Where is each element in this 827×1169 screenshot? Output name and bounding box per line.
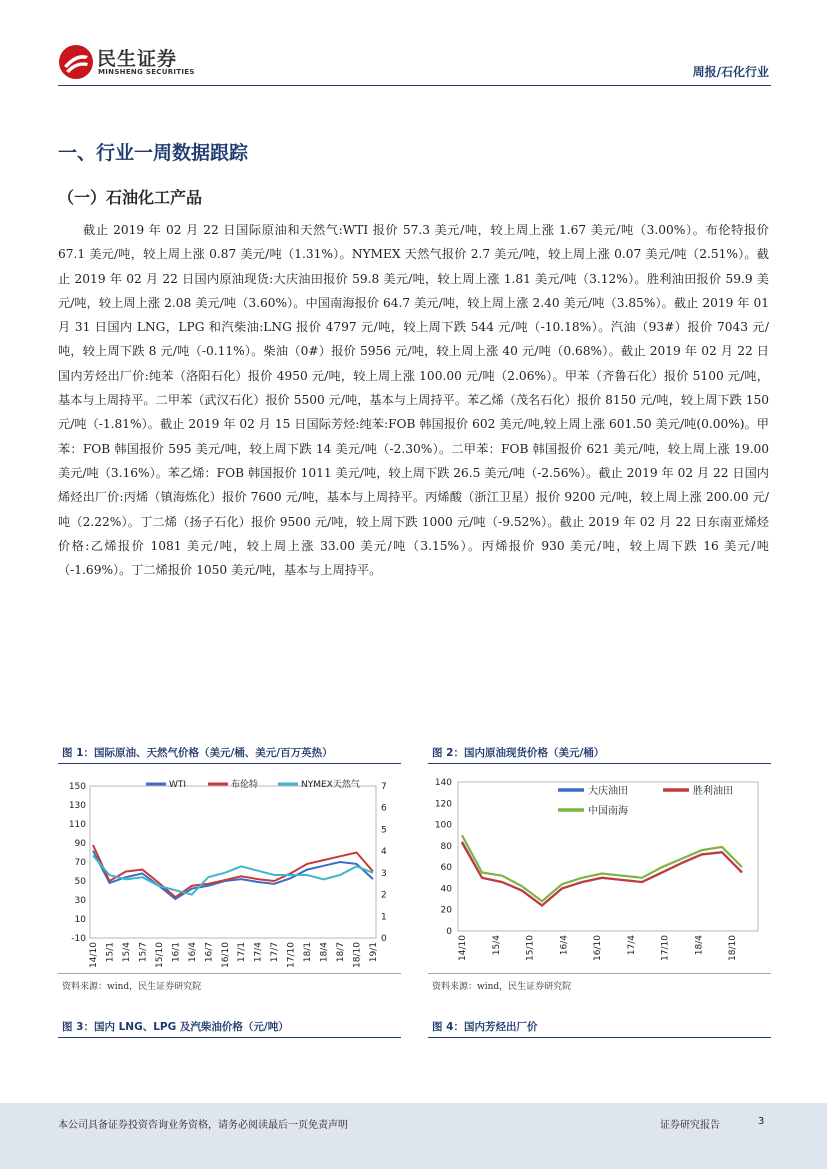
x-tick-label: 17/10	[660, 935, 671, 961]
x-tick-label: 18/4	[319, 942, 330, 963]
y-left-tick-label: 50	[74, 877, 86, 887]
report-type: 周报/石化行业	[692, 65, 769, 79]
figure4-caption: 图 4：国内芳烃出厂价	[432, 1021, 538, 1033]
x-tick-label: 15/10	[154, 942, 165, 968]
series-line-2	[462, 835, 742, 901]
y-left-tick-label: 90	[74, 839, 86, 849]
logo-name-en: MINSHENG SECURITIES	[98, 68, 195, 76]
plot-frame	[90, 786, 376, 938]
y-tick-label: 80	[440, 841, 452, 852]
y-left-tick-label: 130	[68, 801, 86, 811]
y-right-tick-label: 1	[381, 912, 387, 923]
x-tick-label: 16/4	[187, 942, 198, 963]
series-line-1	[93, 845, 373, 897]
y-tick-label: 100	[434, 820, 452, 831]
page-footer	[0, 1103, 827, 1169]
x-tick-label: 18/1	[303, 942, 314, 963]
y-left-tick-label: 10	[74, 915, 86, 925]
y-left-tick-label: -10	[71, 934, 86, 944]
y-right-tick-label: 4	[381, 847, 387, 858]
x-tick-label: 17/7	[270, 942, 281, 963]
header-divider	[58, 85, 771, 86]
x-tick-label: 18/7	[336, 942, 347, 963]
legend-label: 大庆油田	[588, 786, 628, 797]
y-left-tick-label: 30	[74, 896, 86, 906]
x-tick-label: 18/10	[728, 935, 738, 961]
y-tick-label: 120	[434, 799, 452, 810]
x-tick-label: 16/10	[593, 935, 603, 961]
x-tick-label: 17/4	[253, 942, 264, 963]
y-left-tick-label: 150	[68, 782, 86, 792]
y-left-tick-label: 70	[74, 858, 86, 868]
x-tick-label: 16/10	[220, 942, 231, 968]
x-tick-label: 16/4	[559, 935, 570, 956]
figure4-caption-line	[428, 1037, 771, 1038]
figure1-source: 资料来源：wind，民生证券研究院	[62, 982, 202, 992]
x-tick-label: 15/1	[105, 942, 116, 963]
x-tick-label: 17/1	[237, 942, 248, 963]
y-tick-label: 0	[446, 927, 452, 937]
y-right-tick-label: 7	[381, 782, 387, 792]
y-right-tick-label: 0	[381, 934, 387, 944]
body-paragraph: 截止 2019 年 02 月 22 日国际原油和天然气:WTI 报价 57.3 美元/吨，较上周上涨 1.67 美元/吨（3.00%）。布伦特报价 67.1 美元/吨，较上周上涨 0.87 美元/吨（1.31%）。NYMEX 天然气报价 2.7 美元/吨，较上周上涨 0.07 美元/吨（2.51%）。截止 2019 年 02 月 22 日国内原油现货:大庆油田报价 59.8 美元/吨，较上周上涨 1.81 美元/吨（3.12%）。胜利油田报价 59.9 美元/吨，较上周上涨 2.08 美元/吨（3.60%）。中国南海报价 64.7 美元/吨，较上周上涨 2.40 美元/吨（3.85%）。截止 2019 年 01 月 31 日国内 LNG，LPG 和汽柴油:LNG 报价 4797 元/吨，较上周下跌 544 元/吨（-10.18%）。汽油（93#）报价 7043 元/吨，较上周下跌 8 元/吨（-0.11%）。柴油（0#）报价 5956 元/吨，较上周上涨 40 元/吨（0.68%）。截止 2019 年 02 月 22 日国内芳烃出厂价:纯苯（洛阳石化）报价 4950 元/吨，较上周上涨 100.00 元/吨（2.06%）。甲苯（齐鲁石化）报价 5100 元/吨，基本与上周持平。二甲苯（武汉石化）报价 5500 元/吨，基本与上周持平。苯乙烯（茂名石化）报价 8150 元/吨，较上周下跌 150 元/吨（-1.81%）。截止 2019 年 02 月 15 日国际芳烃:纯苯:FOB 韩国报价 602 美元/吨,较上周上涨 601.50 美元/吨(0.00%)。甲苯：FOB 韩国报价 595 美元/吨，较上周下跌 14 美元/吨（-2.30%）。二甲苯：FOB 韩国报价 621 美元/吨，较上周上涨 19.00 美元/吨（3.16%）。苯乙烯：FOB 韩国报价 1011 美元/吨，较上周下跌 26.5 美元/吨（-2.56%）。截止 2019 年 02 月 22 日国内烯烃出厂价:丙烯（镇海炼化）报价 7600 元/吨，基本与上周持平。丙烯酸（浙江卫星）报价 9200 元/吨，较上周上涨 200.00 元/吨（2.22%）。丁二烯（扬子石化）报价 9500 元/吨，较上周下跌 1000 元/吨（-9.52%）。截止 2019 年 02 月 22 日东南亚烯烃价格:乙烯报价 1081 美元/吨，较上周上涨 33.00 美元/吨（3.15%）。丙烯报价 930 美元/吨，较上周下跌 16 美元/吨（-1.69%）。丁二烯报价 1050 美元/吨，基本与上周持平。	[58, 223, 769, 578]
legend-label: NYMEX天然气	[301, 780, 360, 790]
figure1-caption-line	[58, 763, 401, 764]
x-tick-label: 15/4	[121, 942, 132, 963]
x-tick-label: 16/7	[204, 942, 215, 963]
figure1-caption: 图 1：国际原油、天然气价格（美元/桶、美元/百万英热）	[62, 747, 333, 759]
logo-name-cn: 民生证券	[97, 48, 178, 70]
legend-label: 中国南海	[588, 806, 628, 817]
x-tick-label: 17/4	[626, 935, 637, 956]
y-tick-label: 40	[440, 884, 452, 895]
chart-domestic-crude	[428, 768, 773, 968]
figure3-caption: 图 3：国内 LNG、LPG 及汽柴油价格（元/吨）	[62, 1021, 289, 1033]
y-tick-label: 140	[434, 778, 452, 788]
legend-label: 胜利油田	[693, 786, 733, 797]
legend-label: 布伦特	[231, 780, 259, 790]
subsection-title: （一）石油化工产品	[58, 188, 203, 207]
chart-intl-oil-gas	[58, 768, 403, 968]
x-tick-label: 17/10	[286, 942, 297, 968]
x-tick-label: 14/10	[458, 935, 468, 961]
section-title: 一、行业一周数据跟踪	[58, 142, 249, 164]
x-tick-label: 18/4	[694, 935, 705, 956]
figure2-caption-line	[428, 763, 771, 764]
y-right-tick-label: 5	[381, 825, 387, 836]
x-tick-label: 19/1	[369, 942, 379, 963]
x-tick-label: 14/10	[89, 942, 99, 968]
plot-frame	[458, 782, 758, 931]
figure2-source: 资料来源：wind，民生证券研究院	[432, 982, 572, 992]
page-number: 3	[758, 1116, 765, 1127]
y-left-tick-label: 110	[68, 820, 86, 830]
y-right-tick-label: 3	[381, 868, 387, 879]
figure1-bottom-line	[58, 973, 401, 974]
x-tick-label: 15/10	[525, 935, 536, 961]
y-tick-label: 60	[440, 863, 452, 874]
footer-report-label: 证券研究报告	[660, 1120, 720, 1131]
y-tick-label: 20	[440, 905, 452, 916]
x-tick-label: 16/1	[171, 942, 182, 963]
figure3-caption-line	[58, 1037, 401, 1038]
y-right-tick-label: 2	[381, 890, 387, 901]
legend-label: WTI	[169, 780, 187, 790]
footer-disclaimer: 本公司具备证券投资咨询业务资格，请务必阅读最后一页免责声明	[58, 1120, 348, 1131]
y-right-tick-label: 6	[381, 803, 387, 814]
x-tick-label: 18/10	[352, 942, 363, 968]
x-tick-label: 15/7	[138, 942, 149, 963]
figure2-bottom-line	[428, 973, 771, 974]
minsheng-logo-icon	[58, 44, 94, 80]
figure2-caption: 图 2：国内原油现货价格（美元/桶）	[432, 747, 605, 759]
x-tick-label: 15/4	[491, 935, 502, 956]
